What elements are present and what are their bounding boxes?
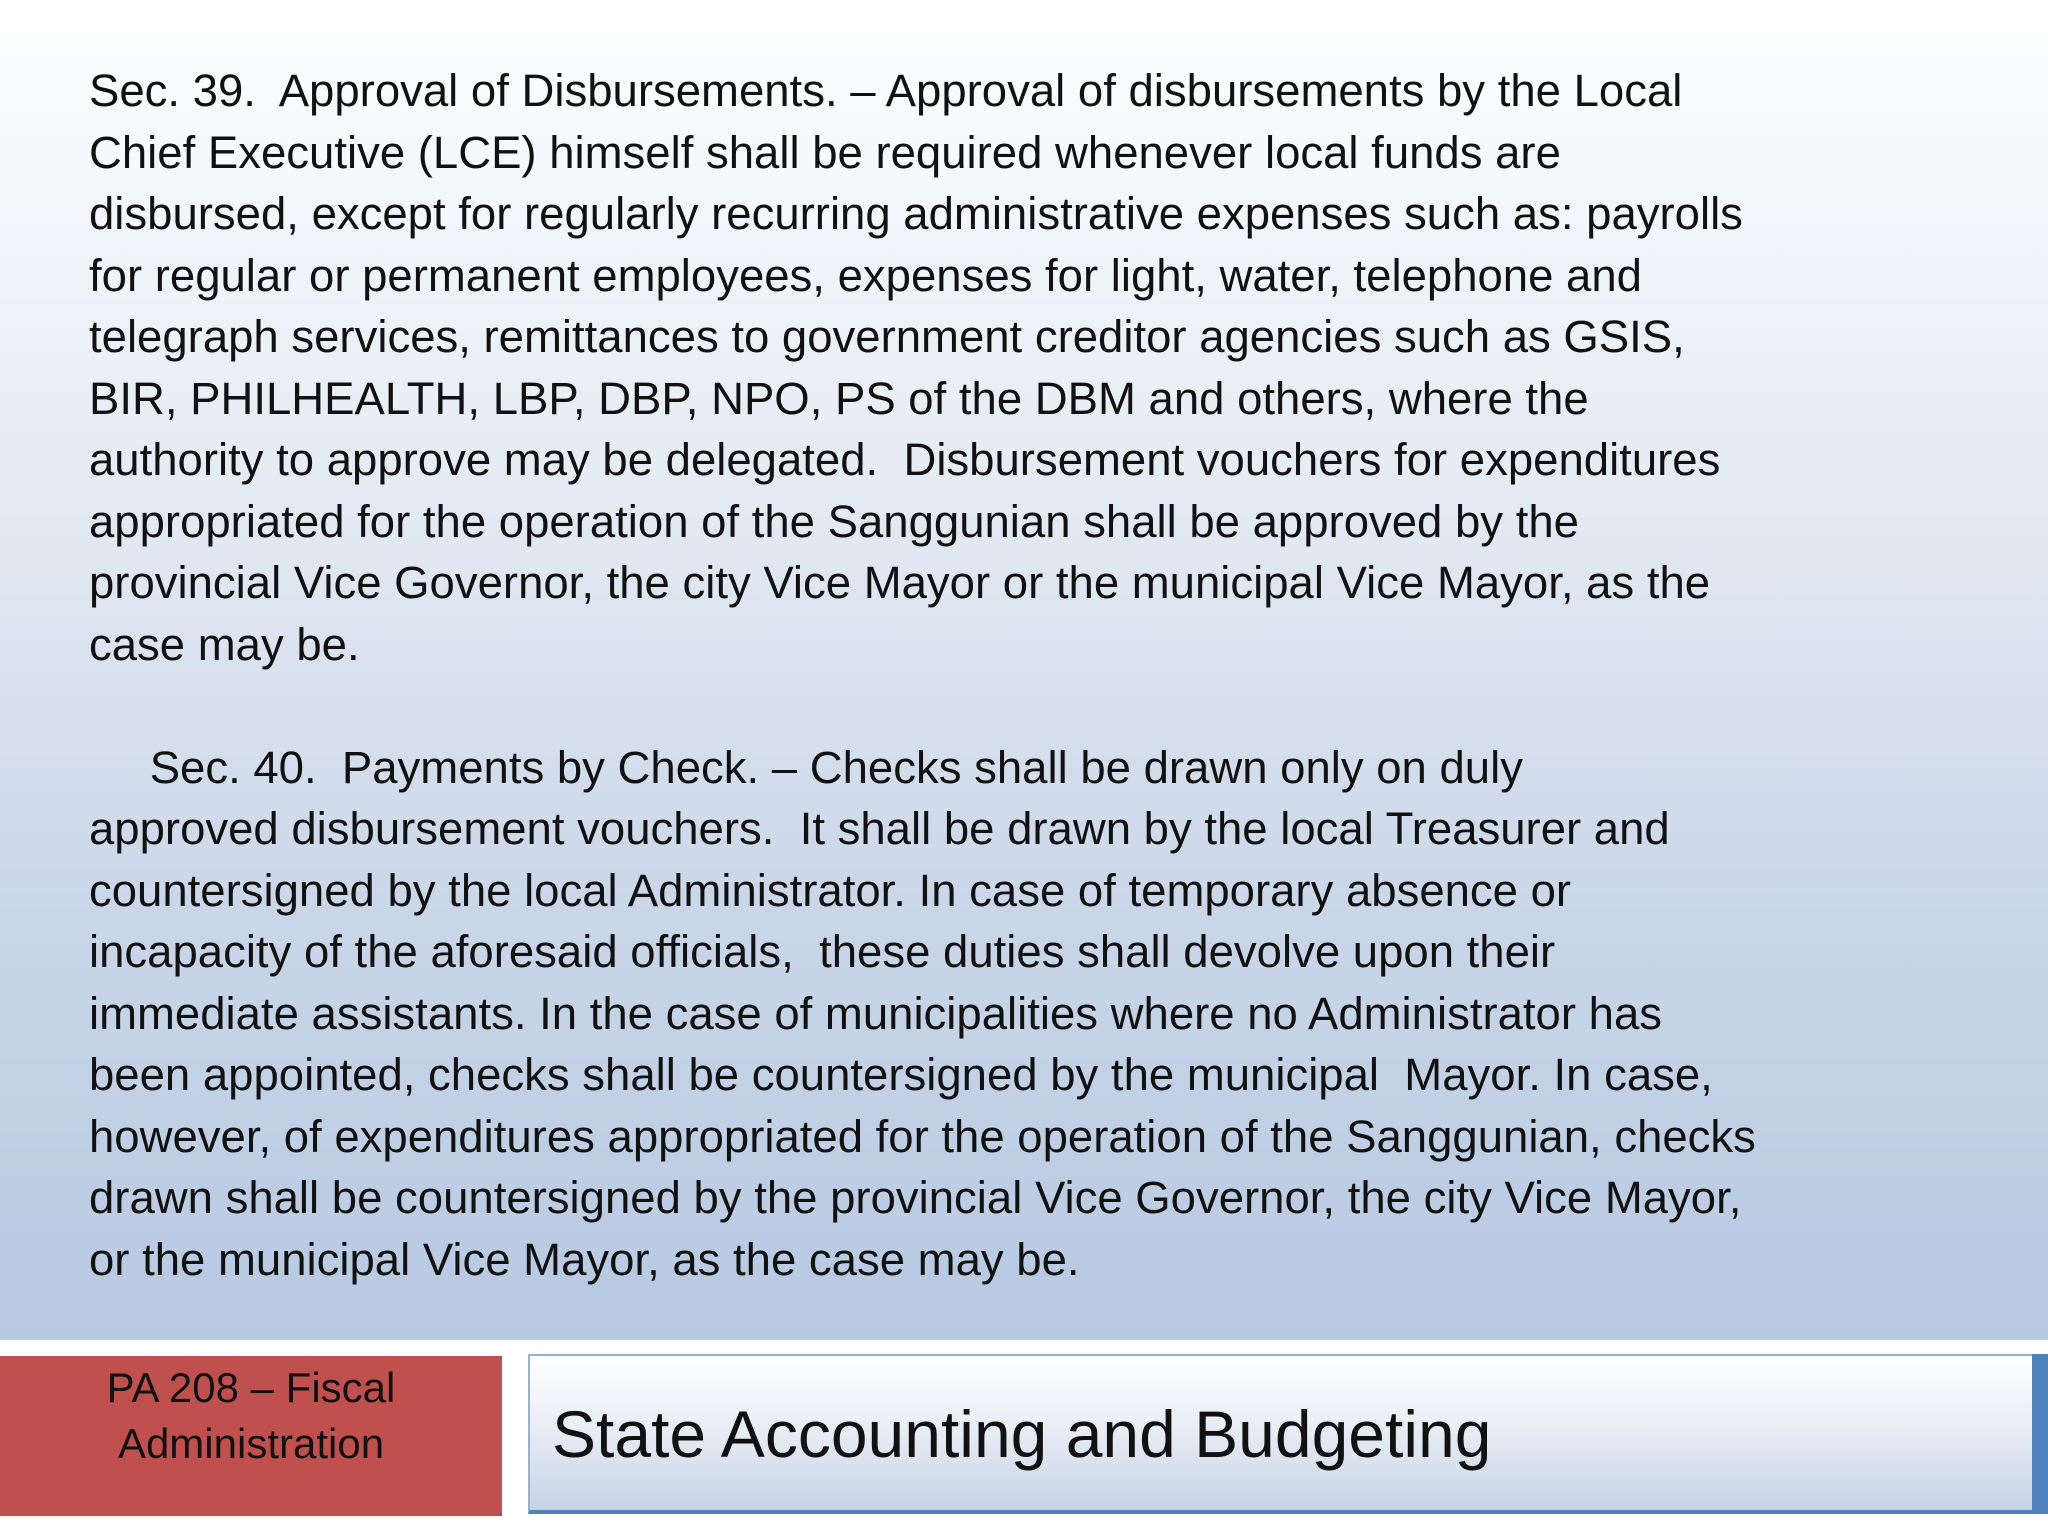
course-label-box: [0, 1356, 502, 1516]
course-label-line1: PA 208 – Fiscal: [106, 1364, 396, 1411]
slide-title-box: [528, 1354, 2034, 1514]
slide-body: [89, 60, 2029, 1290]
course-label-line2: Administration: [117, 1420, 385, 1467]
slide-title: State Accounting and Budgeting: [552, 1397, 1492, 1471]
title-accent-bar: [2032, 1354, 2048, 1514]
section-40-paragraph: Sec. 40. Payments by Check. – Checks shall be drawn only on duly approved disbursement vouchers. It shall be drawn by the local Treasurer and countersigned by the local Administrator. In case of temporary absence or incapacity of the aforesaid officials, these duties shall devolve upon their immediate assistants. In the case of municipalities where no Administrator has been appointed, checks shall be countersigned by the municipal Mayor. In case, however, of expenditures appropriated for the operation of the Sanggunian, checks drawn shall be countersigned by the provincial Vice Governor, the city Vice Mayor, or the municipal Vice Mayor, as the case may be.: [89, 741, 1756, 1285]
section-39-paragraph: Sec. 39. Approval of Disbursements. – Approval of disbursements by the Local Chief Executive (LCE) himself shall be required whenever local funds are disbursed, except for regularly recurring administrative expenses such as: payrolls for regular or permanent employees, expenses for light, water, telephone and telegraph services, remittances to government creditor agencies such as GSIS, BIR, PHILHEALTH, LBP, DBP, NPO, PS of the DBM and others, where the authority to approve may be delegated. Disbursement vouchers for expenditures appropriated for the operation of the Sanggunian shall be approved by the provincial Vice Governor, the city Vice Mayor or the municipal Vice Mayor, as the case may be.: [89, 65, 1743, 670]
